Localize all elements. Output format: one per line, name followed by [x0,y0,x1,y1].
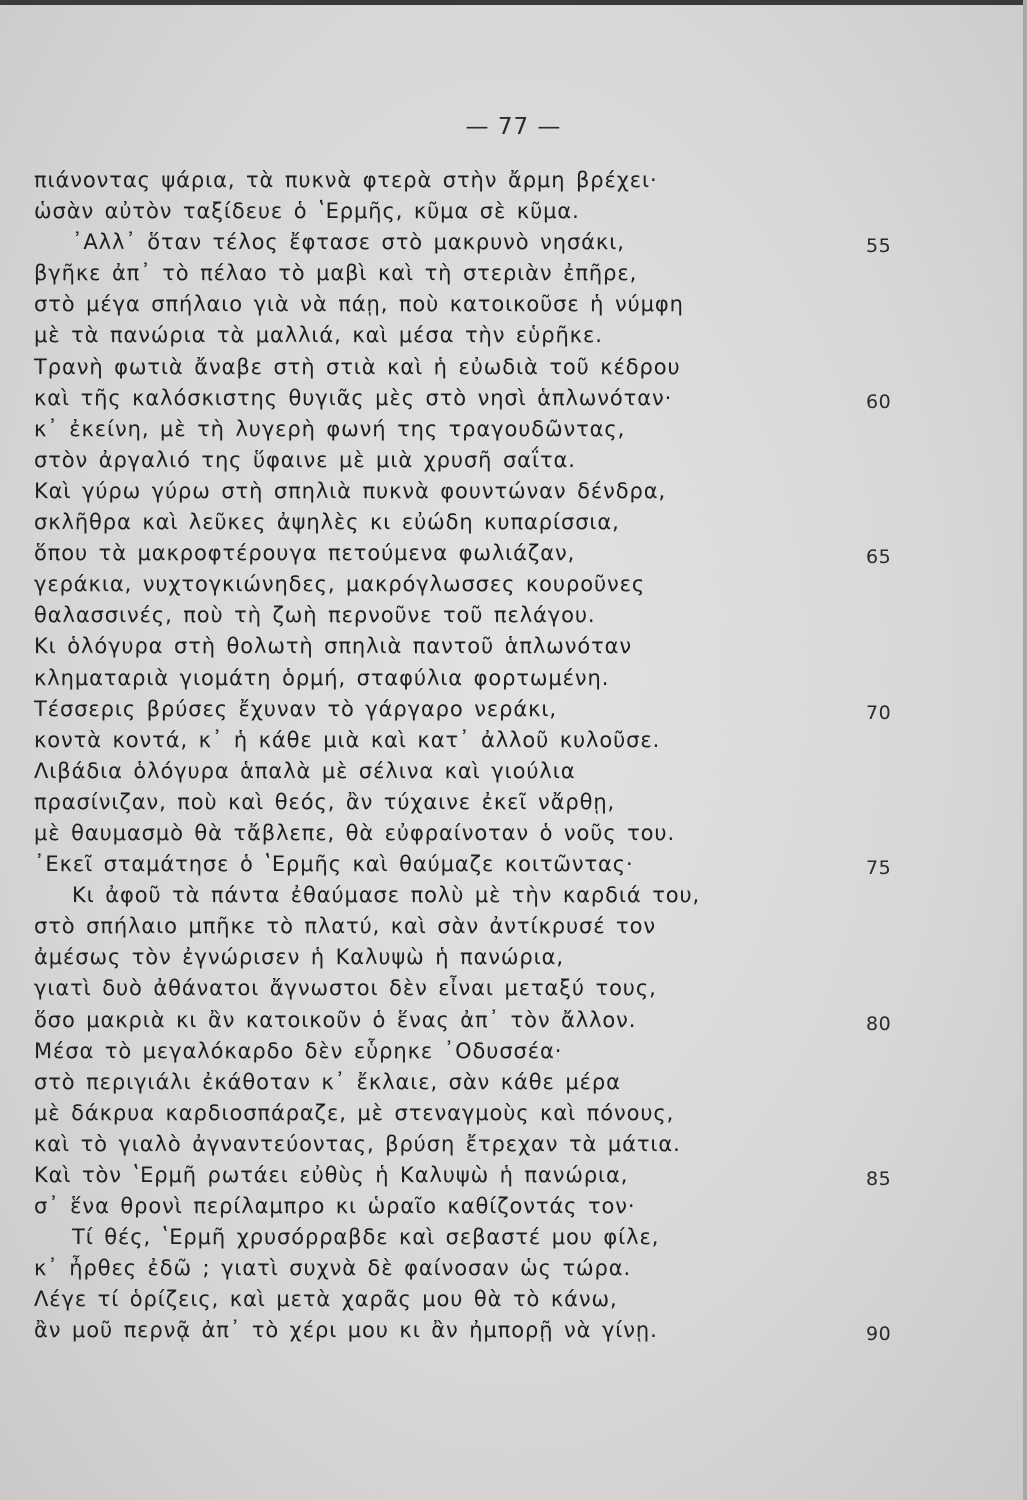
verse-line [0,1067,1027,1098]
verse-text: Καὶ γύρω γύρω στὴ σπηλιὰ πυκνὰ φουντώναν δένδρα, [34,478,667,503]
verse-line [0,942,1027,973]
verse-text: κληματαριὰ γιομάτη ὁρμή, σταφύλια φορτωμένη. [34,665,610,690]
verse-text: σ᾽ ἕνα θρονὶ περίλαμπρο κι ὡραῖο καθίζοντάς τον· [34,1194,636,1219]
verse-text: μὲ θαυμασμὸ θὰ τἄβλεπε, θὰ εὐφραίνοταν ὁ νοῦς του. [34,820,676,845]
verse-text: στὸ μέγα σπήλαιο γιὰ νὰ πάῃ, ποὺ κατοικοῦσε ἡ νύμφη [34,292,684,317]
verse-line [0,694,1027,725]
verse-line [0,476,1027,507]
verse-line [0,849,1027,880]
verse-line [0,289,1027,320]
verse-line [0,1036,1027,1067]
line-number: 55 [866,235,892,258]
verse-text: πιάνοντας ψάρια, τὰ πυκνὰ φτερὰ στὴν ἄρμη βρέχει· [34,168,658,192]
verse-text: μὲ δάκρυα καρδιοσπάραζε, μὲ στεναγμοὺς καὶ πόνους, [34,1100,675,1125]
verse-line [0,631,1027,662]
page-top-edge-shadow [0,0,1027,5]
verse-line [0,600,1027,631]
page-number: — 77 — [465,114,562,140]
verse-text: Κι ὁλόγυρα στὴ θολωτὴ σπηλιὰ παντοῦ ἁπλωνόταν [34,634,633,659]
verse-text: σκλῆθρα καὶ λεῦκες ἀψηλὲς κι εὐώδη κυπαρίσσια, [34,510,620,535]
verse-line [0,725,1027,756]
verse-line [0,320,1027,351]
verse-line [0,538,1027,569]
verse-line [0,165,1027,196]
verse-line [0,1098,1027,1129]
verse-text: στὸ περιγιάλι ἐκάθοταν κ᾽ ἔκλαιε, σὰν κάθε μέρα [34,1069,621,1094]
verse-line [0,663,1027,694]
verse-text: καὶ τὸ γιαλὸ ἀγναντεύοντας, βρύση ἔτρεχαν τὰ μάτια. [34,1131,681,1156]
poem-verse-list [0,165,1027,1347]
line-number: 80 [866,1012,892,1035]
verse-line [0,1315,1027,1346]
verse-text: κ᾽ ἦρθες ἐδῶ ; γιατὶ συχνὰ δὲ φαίνοσαν ὡς τώρα. [34,1256,632,1281]
verse-text: μὲ τὰ πανώρια τὰ μαλλιά, καὶ μέσα τὴν εὑρῆκε. [34,323,603,348]
line-number: 90 [866,1323,892,1346]
verse-line [0,1160,1027,1191]
verse-text: θαλασσινές, ποὺ τὴ ζωὴ περνοῦνε τοῦ πελάγου. [34,603,596,628]
line-number: 85 [866,1168,892,1190]
verse-text: Τρανὴ φωτιὰ ἄναβε στὴ στιὰ καὶ ἡ εὐωδιὰ τοῦ κέδρου [34,354,681,379]
verse-text: πρασίνιζαν, ποὺ καὶ θεός, ἂν τύχαινε ἐκεῖ νἄρθῃ, [34,789,616,814]
verse-text: ᾽Αλλ᾽ ὅταν τέλος ἔφτασε στὸ μακρυνὸ νησάκι, [72,230,625,255]
verse-line [0,352,1027,383]
verse-text: στὸ σπήλαιο μπῆκε τὸ πλατύ, καὶ σὰν ἀντίκρυσέ τον [34,914,656,939]
verse-line [0,756,1027,787]
verse-line [0,383,1027,414]
verse-line [0,911,1027,942]
verse-text: καὶ τῆς καλόσκιστης θυγιᾶς μὲς στὸ νησὶ ἁπλωνόταν· [34,385,673,410]
line-number: 70 [866,701,892,724]
verse-line [0,1253,1027,1284]
verse-line [0,414,1027,445]
verse-text: κοντὰ κοντά, κ᾽ ἡ κάθε μιὰ καὶ κατ᾽ ἀλλοῦ κυλοῦσε. [34,727,661,752]
verse-text: γεράκια, νυχτογκιώνηδες, μακρόγλωσσες κουροῦνες [34,572,646,597]
verse-line [0,507,1027,538]
verse-text: Κι ἀφοῦ τὰ πάντα ἐθαύμασε πολὺ μὲ τὴν καρδιά του, [72,883,701,908]
verse-text: γιατὶ δυὸ ἀθάνατοι ἄγνωστοι δὲν εἶναι μεταξύ τους, [34,976,657,1001]
line-number: 60 [866,390,892,413]
verse-text: Μέσα τὸ μεγαλόκαρδο δὲν εὗρηκε ᾽Οδυσσέα· [34,1038,563,1063]
verse-line [0,445,1027,476]
verse-text: Τί θές, ʽΕρμῆ χρυσόρραβδε καὶ σεβαστέ μου φίλε, [72,1225,660,1250]
verse-text: Καὶ τὸν ʽΕρμῆ ρωτάει εὐθὺς ἡ Καλυψὼ ἡ πανώρια, [34,1163,629,1187]
line-number: 75 [866,857,892,880]
verse-line [0,1222,1027,1253]
verse-text: Τέσσερις βρύσες ἔχυναν τὸ γάργαρο νεράκι, [34,696,557,721]
verse-line [0,227,1027,258]
verse-text: Λέγε τί ὁρίζεις, καὶ μετὰ χαρᾶς μου θὰ τὸ κάνω, [34,1287,618,1312]
verse-line [0,973,1027,1004]
verse-text: ἂν μοῦ περνᾷ ἀπ᾽ τὸ χέρι μου κι ἂν ἠμπορῇ νὰ γίνῃ. [34,1318,658,1343]
verse-line [0,196,1027,227]
verse-line [0,1129,1027,1160]
verse-line [0,569,1027,600]
verse-text: Λιβάδια ὁλόγυρα ἁπαλὰ μὲ σέλινα καὶ γιούλια [34,758,576,783]
verse-line [0,258,1027,289]
verse-line [0,818,1027,849]
verse-text: ὅπου τὰ μακροφτέρουγα πετούμενα φωλιάζαν, [34,541,576,566]
verse-line [0,1191,1027,1222]
verse-text: ᾽Εκεῖ σταμάτησε ὁ ʽΕρμῆς καὶ θαύμαζε κοιτῶντας· [34,852,634,877]
verse-text: βγῆκε ἀπ᾽ τὸ πέλαο τὸ μαβὶ καὶ τὴ στεριὰν ἐπῆρε, [34,261,638,286]
verse-text: ἀμέσως τὸν ἐγνώρισεν ἡ Καλυψὼ ἡ πανώρια, [34,945,564,970]
verse-line [0,1284,1027,1315]
line-number: 65 [866,546,892,569]
verse-text: στὸν ἀργαλιό της ὕφαινε μὲ μιὰ χρυσῆ σαΐτα. [34,447,576,472]
verse-line [0,1005,1027,1036]
verse-text: ὅσο μακριὰ κι ἂν κατοικοῦν ὁ ἕνας ἀπ᾽ τὸν ἄλλον. [34,1007,637,1032]
verse-line [0,880,1027,911]
verse-line [0,787,1027,818]
verse-text: ὡσὰν αὐτὸν ταξίδευε ὁ ʽΕρμῆς, κῦμα σὲ κῦμα. [34,199,580,224]
verse-text: κ᾽ ἐκείνη, μὲ τὴ λυγερὴ φωνή της τραγουδῶντας, [34,416,626,441]
